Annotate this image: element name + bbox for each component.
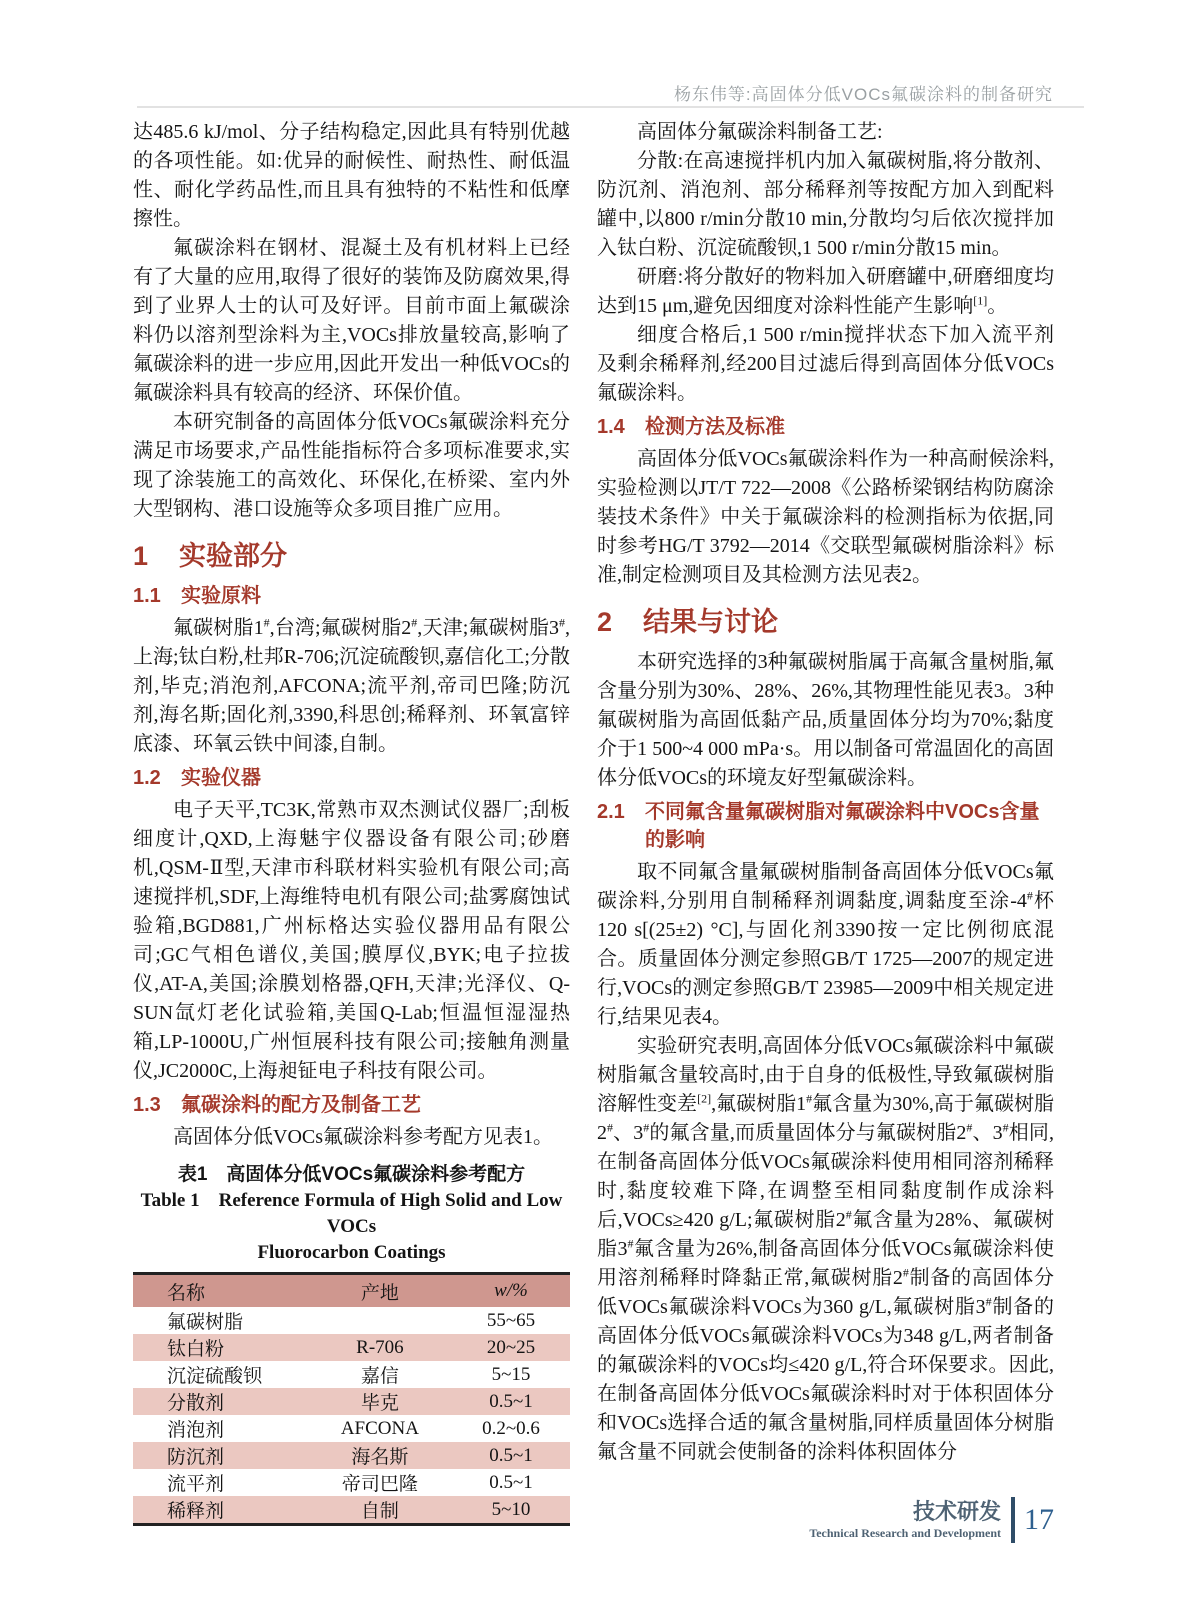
table1-reference-formula: [133, 1272, 570, 1526]
section-number: 1.2: [133, 767, 161, 789]
running-head: 杨东伟等:高固体分低VOCs氟碳涂料的制备研究: [673, 85, 1053, 104]
paragraph: 取不同氟含量氟碳树脂制备高固体分低VOCs氟碳涂料,分别用自制稀释剂调黏度,调黏度至涂-4#杯120 s[(25±2) °C],与固化剂3390按一定比例彻底混合。质量固体分测定参照GB/T 1725—2007的规定进行,VOCs的测定参照GB/T 23985—2009中相关规定进行,结果见表4。: [597, 861, 1054, 1028]
section-title: 结果与讨论: [643, 607, 778, 637]
section-number: 1.1: [133, 585, 161, 607]
table-row: 消泡剂 AFCONA 0.2~0.6: [167, 1417, 540, 1441]
left-column: [133, 118, 570, 1526]
right-column: [597, 118, 1054, 1467]
paragraph: 本研究制备的高固体分低VOCs氟碳涂料充分满足市场要求,产品性能指标符合多项标准要求,实现了涂装施工的高效化、环保化,在桥梁、室内外大型钢构、港口设施等众多项目推广应用。: [133, 411, 570, 520]
section-title: 实验仪器: [181, 767, 261, 789]
section-title: 实验原料: [181, 585, 261, 607]
footer-divider-bar: [1011, 1497, 1015, 1543]
section-title: 实验部分: [179, 541, 287, 571]
footer-section-en: Technical Research and Development: [809, 1526, 1001, 1540]
section-number: 1.3: [133, 1094, 161, 1116]
paragraph: 细度合格后,1 500 r/min搅拌状态下加入流平剂及剩余稀释剂,经200目过滤后得到高固体分低VOCs氟碳涂料。: [597, 324, 1054, 404]
page-footer: [809, 1497, 1054, 1543]
table1-caption-en-line2: Fluorocarbon Coatings: [257, 1242, 446, 1263]
footer-section-labels: [809, 1499, 1001, 1541]
paragraph: 电子天平,TC3K,常熟市双杰测试仪器厂;刮板细度计,QXD,上海魅宇仪器设备有限公司;砂磨机,QSM-Ⅱ型,天津市科联材料实验机有限公司;高速搅拌机,SDF,上海维特电机有限公司;盐雾腐蚀试验箱,BGD881,广州标格达实验仪器用品有限公司;GC气相色谱仪,美国;膜厚仪,BYK;电子拉拔仪,AT-A,美国;涂膜划格器,QFH,天津;光泽仪、Q-SUN氙灯老化试验箱,美国Q-Lab;恒温恒湿湿热箱,LP-1000U,广州恒展科技有限公司;接触角测量仪,JC2000C,上海昶钲电子科技有限公司。: [133, 799, 570, 1082]
paragraph: 研磨:将分散好的物料加入研磨罐中,研磨细度均达到15 μm,避免因细度对涂料性能产生影响[1]。: [597, 266, 1054, 317]
table-row: 氟碳树脂 55~65: [167, 1309, 536, 1333]
table1-caption-en: [133, 1188, 570, 1266]
column-header-percent: w/%: [452, 1274, 570, 1308]
table-row: 沉淀硫酸钡 嘉信 5~15: [167, 1363, 531, 1387]
paragraph: 高固体分低VOCs氟碳涂料作为一种高耐候涂料,实验检测以JT/T 722—2008《公路桥梁钢结构防腐涂装技术条件》中关于氟碳涂料的检测指标为依据,同时参考HG/T 3792—2014《交联型氟碳树脂涂料》标准,制定检测项目及其检测方法见表2。: [597, 448, 1054, 586]
paragraph: 高固体分氟碳涂料制备工艺:: [637, 121, 883, 143]
paragraph: 实验研究表明,高固体分低VOCs氟碳涂料中氟碳树脂氟含量较高时,由于自身的低极性,导致氟碳树脂溶解性变差[2],氟碳树脂1#氟含量为30%,高于氟碳树脂2#、3#的氟含量,而质量固体分与氟碳树脂2#、3#相同,在制备高固体分低VOCs氟碳涂料使用相同溶剂稀释时,黏度较难下降,在调整至相同黏度制作成涂料后,VOCs≥420 g/L;氟碳树脂2#氟含量为28%、氟碳树脂3#氟含量为26%,制备高固体分低VOCs氟碳涂料使用溶剂稀释时降黏正常,氟碳树脂2#制备的高固体分低VOCs氟碳涂料VOCs为360 g/L,氟碳树脂3#制备的高固体分低VOCs氟碳涂料VOCs为348 g/L,两者制备的氟碳涂料的VOCs均≤420 g/L,符合环保要求。因此,在制备高固体分低VOCs氟碳涂料时对于体积固体分和VOCs选择合适的氟含量树脂,同样质量固体分树脂氟含量不同就会使制备的涂料体积固体分: [597, 1035, 1055, 1463]
section-heading-2-1: [597, 798, 1054, 854]
section-number: 1.4: [597, 416, 625, 438]
table1-caption-en-line1: Table 1 Reference Formula of High Solid and Low VOCs: [140, 1190, 563, 1237]
section-title: 不同氟含量氟碳树脂对氟碳涂料中VOCs含量的影响: [645, 801, 1040, 851]
section-heading-1-2: [133, 764, 570, 792]
section-heading-1-3: [133, 1091, 570, 1119]
paragraph-continued: 达485.6 kJ/mol、分子结构稳定,因此具有特别优越的各项性能。如:优异的耐候性、耐热性、耐低温性、耐化学药品性,而且具有独特的不粘性和低摩擦性。: [133, 121, 570, 230]
paragraph: 本研究选择的3种氟碳树脂属于高氟含量树脂,氟含量分别为30%、28%、26%,其物理性能见表3。3种氟碳树脂为高固低黏产品,质量固体分均为70%;黏度介于1 500~4 000 mPa·s。用以制备可常温固化的高固体分低VOCs的环境友好型氟碳涂料。: [597, 651, 1054, 789]
table-row: 防沉剂 海名斯 0.5~1: [133, 1442, 570, 1469]
paragraph: 氟碳涂料在钢材、混凝土及有机材料上已经有了大量的应用,取得了很好的装饰及防腐效果,得到了业界人士的认可及好评。目前市面上氟碳涂料仍以溶剂型涂料为主,VOCs排放量较高,影响了氟碳涂料的进一步应用,因此开发出一种低VOCs的氟碳涂料具有较高的经济、环保价值。: [133, 237, 570, 404]
section-title: 检测方法及标准: [645, 416, 785, 438]
table-header-row: [133, 1274, 570, 1308]
column-header-name: 名称: [133, 1274, 308, 1308]
column-header-origin: 产地: [308, 1274, 452, 1308]
section-number: 2.1: [597, 801, 625, 823]
section-title: 氟碳涂料的配方及制备工艺: [181, 1094, 421, 1116]
paragraph: 氟碳树脂1#,台湾;氟碳树脂2#,天津;氟碳树脂3#,上海;钛白粉,杜邦R-706;沉淀硫酸钡,嘉信化工;分散剂,毕克;消泡剂,AFCONA;流平剂,帝司巴隆;防沉剂,海名斯;固化剂,3390,科思创;稀释剂、环氧富锌底漆、环氧云铁中间漆,自制。: [133, 615, 571, 755]
paragraph: 高固体分低VOCs氟碳涂料参考配方见表1。: [173, 1126, 554, 1148]
section-heading-1: [133, 538, 570, 574]
table-row: 稀释剂 自制 5~10: [133, 1496, 570, 1525]
table-row: 流平剂 帝司巴隆 0.5~1: [167, 1471, 533, 1495]
table-row: 分散剂 毕克 0.5~1: [133, 1388, 570, 1415]
section-number: 1: [133, 541, 149, 571]
paragraph: 分散:在高速搅拌机内加入氟碳树脂,将分散剂、防沉剂、消泡剂、部分稀释剂等按配方加入到配料罐中,以800 r/min分散10 min,分散均匀后依次搅拌加入钛白粉、沉淀硫酸钡,1 500 r/min分散15 min。: [597, 150, 1054, 259]
section-heading-2: [597, 604, 1054, 640]
page-number: 17: [1024, 1503, 1054, 1536]
section-heading-1-1: [133, 582, 570, 610]
footer-section-zh: 技术研发: [912, 1499, 1001, 1524]
table1-caption-zh: 表1 高固体分低VOCs氟碳涂料参考配方: [177, 1164, 526, 1185]
section-number: 2: [597, 607, 613, 637]
table-row: 钛白粉 R-706 20~25: [133, 1334, 570, 1361]
section-heading-1-4: [597, 413, 1054, 441]
header-rule: [137, 106, 1084, 108]
